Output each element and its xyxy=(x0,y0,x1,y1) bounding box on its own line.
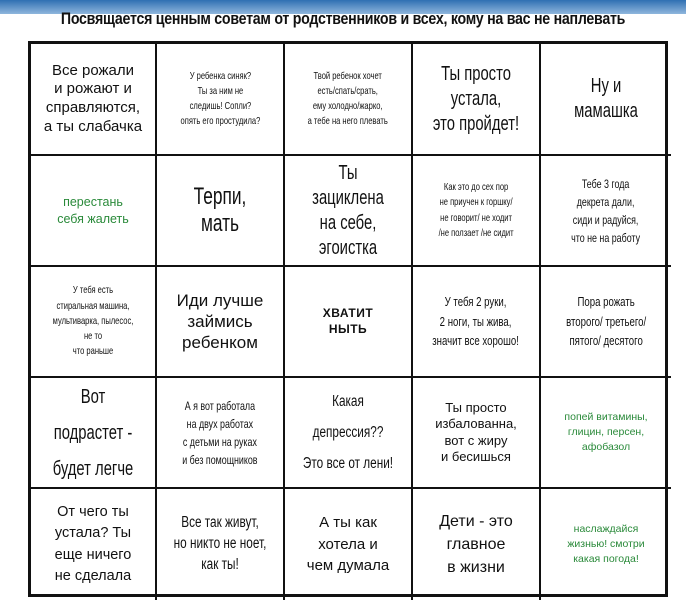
bingo-cell-text: попей витамины, глицин, персен, афобазол xyxy=(564,411,648,453)
bingo-cell-text: Пора рожать второго/ третьего/ пятого/ десятого xyxy=(565,294,647,349)
bingo-cell xyxy=(31,156,157,267)
bingo-cell xyxy=(285,156,413,267)
bingo-cell-text: Ты просто избалованна, вот с жиру и бесишься xyxy=(435,400,517,464)
bingo-cell-text: ХВАТИТ НЫТЬ xyxy=(322,305,374,336)
bingo-cell xyxy=(31,489,157,600)
bingo-cell xyxy=(541,156,671,267)
bingo-cell xyxy=(285,267,413,378)
bingo-cell xyxy=(31,44,157,156)
bingo-cell-text: наслаждайся жизнью! смотри какая погода! xyxy=(567,523,645,565)
bingo-cell xyxy=(413,489,541,600)
bingo-cell xyxy=(157,267,285,378)
bingo-cell-text: У тебя есть стиральная машина, мультиварка, пылесос, не то что раньше xyxy=(52,284,134,358)
bingo-cell-text: У тебя 2 руки, 2 ноги, ты жива, значит все хорошо! xyxy=(432,294,520,349)
bingo-cell xyxy=(413,44,541,156)
bingo-cell xyxy=(285,378,413,489)
bingo-cell-text: Ты зациклена на себе, эгоистка xyxy=(312,161,384,259)
bingo-cell xyxy=(157,378,285,489)
bingo-cell xyxy=(157,156,285,267)
bingo-cell xyxy=(157,44,285,156)
bingo-cell-text: Терпи, мать xyxy=(193,183,247,237)
bingo-cell xyxy=(413,378,541,489)
bingo-cell xyxy=(541,489,671,600)
bingo-cell-text: Твой ребенок хочет есть/спать/срать, ему холодно/жарко, а тебе на него плевать xyxy=(307,69,389,128)
bingo-cell xyxy=(31,267,157,378)
bingo-cell xyxy=(157,489,285,600)
bingo-cell xyxy=(541,378,671,489)
bingo-cell-text: Какая депрессия?? Это все от лени! xyxy=(302,393,394,472)
bingo-cell-text: Как это до сех пор не приучен к горшку/ не говорит/ не ходит /не ползает /не сидит xyxy=(438,181,514,239)
bingo-cell xyxy=(541,267,671,378)
bingo-cell-text: Вот подрастет - будет легче xyxy=(52,385,134,480)
bingo-cell-text: Все так живут, но никто не ноет, как ты! xyxy=(173,514,267,573)
bingo-cell xyxy=(541,44,671,156)
bingo-cell-text: перестань себя жалеть xyxy=(57,194,129,226)
bingo-cell-text: Иди лучше займись ребенком xyxy=(176,290,264,353)
bingo-cell xyxy=(285,44,413,156)
bingo-cell-text: Ну и мамашка xyxy=(574,75,638,122)
bingo-cell-text: А ты как хотела и чем думала xyxy=(306,513,390,575)
bingo-cell-text: Тебе 3 года декрета дали, сиди и радуйся, что не на работу xyxy=(571,176,641,245)
bingo-cell xyxy=(31,378,157,489)
bingo-cell xyxy=(285,489,413,600)
bingo-cell xyxy=(413,156,541,267)
bingo-cell-text: От чего ты устала? Ты еще ничего не сделала xyxy=(54,504,132,584)
bingo-cell xyxy=(413,267,541,378)
bingo-cell-text: Ты просто устала, это пройдет! xyxy=(432,62,520,135)
bingo-cell-text: А я вот работала на двух работах с детьми на руках и без помощников xyxy=(182,398,258,467)
bingo-cell-text: У ребенка синяк? Ты за ним не следишь! Сопли? опять его простудила? xyxy=(180,69,260,128)
bingo-cell-text: Все рожали и рожают и справляются, а ты слабачка xyxy=(43,61,143,135)
bingo-grid xyxy=(28,41,668,597)
bingo-cell-text: Дети - это главное в жизни xyxy=(439,512,513,577)
page-subtitle: Посвящается ценным советам от родственников и всех, кому на вас не наплевать xyxy=(60,10,626,28)
